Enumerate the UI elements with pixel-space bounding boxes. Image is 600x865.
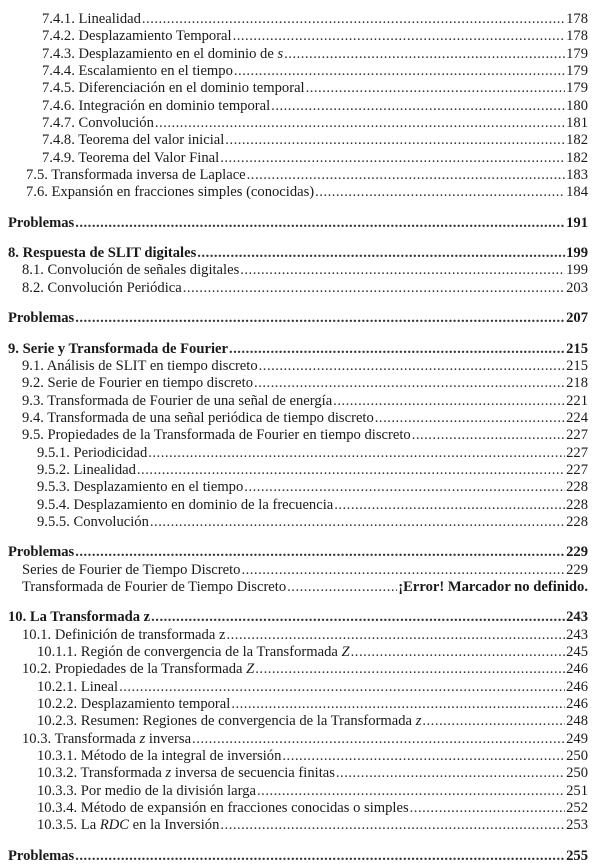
dot-leader xyxy=(315,184,565,201)
toc-entry-title xyxy=(42,98,270,115)
dot-leader xyxy=(137,462,565,479)
dot-leader xyxy=(225,132,565,149)
dot-leader xyxy=(75,215,565,232)
toc-page-number: 243 xyxy=(566,609,588,626)
dot-leader xyxy=(375,410,565,427)
toc-entry-title xyxy=(37,713,421,730)
toc-entry-title-italic: Z xyxy=(341,644,350,660)
toc-entry-title-text: 8.1. Convolución de señales digitales xyxy=(22,262,240,279)
toc-entry-title xyxy=(42,150,219,167)
toc-entry-title-text: 10.2.2. Desplazamiento temporal xyxy=(37,696,231,713)
toc-page-number: 180 xyxy=(566,97,588,114)
toc-entry[interactable] xyxy=(0,245,588,262)
toc-entry-title-text: 9.5.2. Linealidad xyxy=(37,461,136,478)
toc-entry-title-text: 7.4.2. Desplazamiento Temporal xyxy=(42,28,232,45)
toc-entry-title xyxy=(37,783,256,800)
toc-page-number: 250 xyxy=(566,765,588,782)
toc-entry-title-text: 10. La Transformada z xyxy=(8,609,151,626)
toc-entry-title-text: 9.5.1. Periodicidad xyxy=(37,444,148,461)
toc-page-number: 199 xyxy=(566,262,588,279)
toc-entry[interactable] xyxy=(0,310,588,327)
toc-entry-title xyxy=(8,341,228,358)
toc-entry-title-italic: s xyxy=(277,45,284,62)
toc-entry[interactable] xyxy=(0,544,588,561)
toc-entry[interactable] xyxy=(0,644,588,661)
toc-entry-title xyxy=(42,46,283,63)
toc-entry[interactable] xyxy=(0,167,588,184)
toc-entry-title-text: en la Inversión xyxy=(129,817,220,834)
toc-entry-title xyxy=(22,627,225,644)
dot-leader xyxy=(247,167,565,184)
toc-entry[interactable] xyxy=(0,184,588,201)
dot-leader xyxy=(75,848,565,865)
toc-entry-title xyxy=(8,848,74,865)
toc-entry[interactable] xyxy=(0,783,588,800)
toc-page-number: 224 xyxy=(566,409,588,426)
toc-entry[interactable] xyxy=(0,731,588,748)
table-of-contents xyxy=(0,11,588,865)
dot-leader xyxy=(183,280,565,297)
toc-entry[interactable] xyxy=(0,479,588,496)
dot-leader xyxy=(259,358,565,375)
toc-entry[interactable] xyxy=(0,462,588,479)
toc-page-number: 245 xyxy=(566,644,588,660)
bookmark-error-text: ¡Error! Marcador no definido. xyxy=(398,578,588,595)
toc-entry-title-text: 9.2. Serie de Fourier en tiempo discreto xyxy=(22,375,254,392)
dot-leader xyxy=(271,98,565,115)
toc-entry-title xyxy=(22,393,332,410)
toc-entry-title-text: 7.4.6. Integración en dominio temporal xyxy=(42,97,271,114)
toc-entry[interactable] xyxy=(0,150,588,167)
dot-leader xyxy=(233,28,566,45)
toc-page-number: 228 xyxy=(566,479,588,496)
toc-entry-title xyxy=(37,765,335,782)
toc-entry[interactable] xyxy=(0,46,588,63)
dot-leader xyxy=(220,817,565,834)
toc-page-number: 178 xyxy=(566,11,588,27)
toc-page-number: 203 xyxy=(566,279,588,296)
toc-page-number: 249 xyxy=(566,730,588,747)
toc-entry[interactable] xyxy=(0,848,588,865)
toc-entry-title-text: 8. Respuesta de SLIT digitales xyxy=(8,245,197,262)
toc-entry-title-text: 7.6. Expansión en fracciones simples (conocidas) xyxy=(26,184,315,201)
toc-entry-title-italic: Z xyxy=(246,661,255,678)
toc-entry-title xyxy=(42,115,154,132)
dot-leader xyxy=(422,713,565,730)
toc-entry[interactable] xyxy=(0,445,588,462)
toc-page-number: 250 xyxy=(566,748,588,765)
toc-entry[interactable] xyxy=(0,609,588,626)
toc-entry-title xyxy=(26,167,246,184)
toc-entry-title xyxy=(22,262,239,279)
toc-entry-title-text: 9.5. Propiedades de la Transformada de Fourier en tiempo discreto xyxy=(22,427,411,444)
toc-entry-title-italic: z xyxy=(415,713,422,730)
toc-entry-title-text: 10.2.3. Resumen: Regiones de convergencia de la Transformada xyxy=(37,713,416,730)
dot-leader xyxy=(151,609,565,626)
toc-page-number: 181 xyxy=(566,115,588,132)
toc-page-number: 218 xyxy=(566,375,588,392)
toc-entry[interactable] xyxy=(0,80,588,97)
toc-entry[interactable] xyxy=(0,562,588,579)
toc-entry-title-text: 7.4.7. Convolución xyxy=(42,115,154,132)
toc-entry-title-text: 7.5. Transformada inversa de Laplace xyxy=(26,167,246,184)
toc-entry-title-text: 9.3. Transformada de Fourier de una señal de energía xyxy=(22,392,333,409)
toc-entry[interactable] xyxy=(0,679,588,696)
toc-entry-title xyxy=(37,748,281,765)
dot-leader xyxy=(412,427,565,444)
dot-leader xyxy=(155,115,565,132)
toc-entry[interactable] xyxy=(0,661,588,678)
toc-page-number: 227 xyxy=(566,427,588,444)
toc-entry-title xyxy=(22,562,240,579)
toc-entry-title-italic: z xyxy=(139,730,146,747)
toc-entry[interactable] xyxy=(0,579,588,596)
toc-page-number: 246 xyxy=(566,678,588,695)
toc-page-number: 191 xyxy=(566,214,588,231)
toc-entry[interactable] xyxy=(0,696,588,713)
toc-entry-title xyxy=(37,479,243,496)
toc-entry[interactable] xyxy=(0,410,588,427)
toc-entry[interactable] xyxy=(0,115,588,132)
dot-leader xyxy=(229,341,565,358)
toc-entry-title xyxy=(26,184,314,201)
toc-entry[interactable] xyxy=(0,215,588,232)
toc-entry[interactable] xyxy=(0,375,588,392)
toc-entry-title xyxy=(22,375,253,392)
toc-entry-title xyxy=(8,310,74,327)
toc-entry-title-text: 10.3.1. Método de la integral de inversión xyxy=(37,748,282,765)
toc-entry[interactable] xyxy=(0,393,588,410)
toc-entry-title xyxy=(22,661,254,678)
toc-page-number: 246 xyxy=(566,661,588,678)
toc-page-number: 227 xyxy=(566,444,588,461)
toc-entry[interactable] xyxy=(0,514,588,531)
toc-entry-title-text: 7.4.5. Diferenciación en el dominio temporal xyxy=(42,80,305,97)
toc-page-number: 179 xyxy=(566,45,588,62)
toc-entry[interactable] xyxy=(0,63,588,80)
toc-page-number: 253 xyxy=(566,817,588,834)
toc-entry[interactable] xyxy=(0,427,588,444)
toc-entry[interactable] xyxy=(0,132,588,149)
dot-leader xyxy=(148,445,565,462)
toc-entry-title xyxy=(37,696,230,713)
toc-page-number: 215 xyxy=(566,357,588,374)
toc-page-number: 183 xyxy=(566,167,588,184)
toc-page-number: 229 xyxy=(566,561,588,578)
dot-leader xyxy=(306,80,566,97)
toc-entry[interactable] xyxy=(0,358,588,375)
toc-entry-title-text: 7.4.9. Teorema del Valor Final xyxy=(42,149,220,166)
dot-leader xyxy=(234,63,565,80)
dot-leader xyxy=(410,800,565,817)
toc-entry-title xyxy=(8,245,196,262)
toc-entry-title xyxy=(8,544,74,561)
toc-page-number: 252 xyxy=(566,800,588,817)
toc-entry-title xyxy=(37,497,333,514)
toc-page-number: 182 xyxy=(566,132,588,149)
toc-entry-title-text: 10.3.5. La xyxy=(37,817,100,834)
dot-leader xyxy=(119,679,565,696)
toc-entry-title xyxy=(37,445,147,462)
toc-entry[interactable] xyxy=(0,28,588,45)
toc-entry-title xyxy=(37,514,149,531)
toc-entry-title xyxy=(42,132,224,149)
dot-leader xyxy=(287,579,397,596)
toc-entry-title-text: 10.3. Transformada xyxy=(22,730,140,747)
toc-page-number: 184 xyxy=(566,184,588,201)
toc-entry-title-text: 7.4.8. Teorema del valor inicial xyxy=(42,132,225,149)
dot-leader xyxy=(244,479,565,496)
toc-entry[interactable] xyxy=(0,11,588,28)
toc-entry-title-text: 7.4.1. Linealidad xyxy=(42,11,141,27)
toc-entry-title xyxy=(22,280,182,297)
dot-leader xyxy=(241,562,565,579)
dot-leader xyxy=(254,375,565,392)
toc-page-number: 215 xyxy=(566,340,588,357)
toc-entry-title xyxy=(8,215,74,232)
toc-entry-title-italic: z xyxy=(165,765,172,782)
toc-entry-title xyxy=(37,462,136,479)
toc-entry-title xyxy=(22,579,286,596)
dot-leader xyxy=(75,544,565,561)
toc-entry-title-text: 10.3.3. Por medio de la división larga xyxy=(37,782,257,799)
toc-entry-title-text: 10.1. Definición de transformada z xyxy=(22,626,226,643)
toc-entry-title xyxy=(22,731,191,748)
toc-entry[interactable] xyxy=(0,765,588,782)
toc-entry-title-text: 10.2. Propiedades de la Transformada xyxy=(22,661,247,678)
dot-leader xyxy=(220,150,565,167)
toc-entry-title-text: 9.1. Análisis de SLIT en tiempo discreto xyxy=(22,357,258,374)
toc-entry-title-text: 7.4.3. Desplazamiento en el dominio de xyxy=(42,45,278,62)
toc-page-number: 251 xyxy=(566,782,588,799)
toc-entry-title-text: 9.5.4. Desplazamiento en dominio de la frecuencia xyxy=(37,496,334,513)
toc-entry-title-text: Problemas xyxy=(8,310,75,327)
toc-entry-title xyxy=(22,358,258,375)
toc-page-number: 243 xyxy=(566,626,588,643)
dot-leader xyxy=(231,696,565,713)
dot-leader xyxy=(142,11,565,28)
toc-entry-title xyxy=(37,817,219,834)
toc-entry-title-text: 7.4.4. Escalamiento en el tiempo xyxy=(42,63,233,80)
toc-page-number: 179 xyxy=(566,63,588,80)
toc-page-number: 228 xyxy=(566,513,588,530)
toc-entry[interactable] xyxy=(0,748,588,765)
toc-entry[interactable] xyxy=(0,497,588,514)
toc-page-number: 248 xyxy=(566,713,588,730)
toc-entry-title-italic: RDC xyxy=(99,817,130,834)
toc-entry[interactable] xyxy=(0,280,588,297)
toc-page-number: 221 xyxy=(566,392,588,409)
toc-entry-title-text: 8.2. Convolución Periódica xyxy=(22,279,182,296)
toc-entry-title xyxy=(37,644,350,661)
toc-page-number: 199 xyxy=(566,245,588,262)
toc-entry-title-text: 10.1.1. Región de convergencia de la Transformada xyxy=(37,644,342,660)
toc-entry-title-text: Series de Fourier de Tiempo Discreto xyxy=(22,561,241,578)
dot-leader xyxy=(255,661,565,678)
toc-entry-title-text: 10.3.2. Transformada xyxy=(37,765,166,782)
toc-entry[interactable] xyxy=(0,713,588,730)
toc-page-number: 182 xyxy=(566,149,588,166)
dot-leader xyxy=(284,46,565,63)
toc-entry[interactable] xyxy=(0,341,588,358)
toc-entry[interactable] xyxy=(0,817,588,834)
toc-page-number: 228 xyxy=(566,496,588,513)
toc-entry[interactable] xyxy=(0,627,588,644)
toc-page-number: 179 xyxy=(566,80,588,97)
toc-entry[interactable] xyxy=(0,262,588,279)
dot-leader xyxy=(197,245,565,262)
toc-entry-title-text: Problemas xyxy=(8,847,75,864)
dot-leader xyxy=(192,731,565,748)
toc-entry-title-text: inversa de secuencia finitas xyxy=(171,765,335,782)
toc-entry-title-text: 9.5.3. Desplazamiento en el tiempo xyxy=(37,479,244,496)
toc-entry-title xyxy=(42,63,233,80)
dot-leader xyxy=(336,765,565,782)
toc-page-number: 178 xyxy=(566,28,588,45)
dot-leader xyxy=(333,393,565,410)
toc-entry-title xyxy=(42,28,232,45)
toc-entry-title-text: 9.5.5. Convolución xyxy=(37,513,149,530)
dot-leader xyxy=(226,627,565,644)
toc-entry-title xyxy=(8,609,150,626)
toc-entry-title-text: Transformada de Fourier de Tiempo Discreto xyxy=(22,578,287,595)
dot-leader xyxy=(257,783,565,800)
toc-entry[interactable] xyxy=(0,98,588,115)
toc-entry-title xyxy=(37,679,118,696)
toc-entry-title-text: Problemas xyxy=(8,214,75,231)
toc-entry-title-text: 10.2.1. Lineal xyxy=(37,678,119,695)
dot-leader xyxy=(240,262,565,279)
dot-leader xyxy=(351,644,565,661)
toc-entry-title xyxy=(37,800,409,817)
toc-entry-title xyxy=(22,410,374,427)
toc-entry-title-text: 10.3.4. Método de expansión en fracciones conocidas o simples xyxy=(37,800,409,817)
toc-entry-title-text: 9.4. Transformada de una señal periódica de tiempo discreto xyxy=(22,409,374,426)
toc-entry-title-text: Problemas xyxy=(8,544,75,561)
toc-page-number: 255 xyxy=(566,847,588,864)
toc-page-number: 246 xyxy=(566,696,588,713)
toc-entry-title xyxy=(42,80,305,97)
dot-leader xyxy=(334,497,565,514)
dot-leader xyxy=(75,310,565,327)
toc-page-number: 207 xyxy=(566,310,588,327)
toc-entry-title-text: 9. Serie y Transformada de Fourier xyxy=(8,340,228,357)
toc-entry-title xyxy=(42,11,141,28)
dot-leader xyxy=(150,514,565,531)
toc-page-number: 227 xyxy=(566,461,588,478)
toc-entry-title xyxy=(22,427,411,444)
toc-entry-title-text: inversa xyxy=(145,730,192,747)
toc-page-number: 229 xyxy=(566,544,588,561)
dot-leader xyxy=(282,748,565,765)
toc-entry[interactable] xyxy=(0,800,588,817)
